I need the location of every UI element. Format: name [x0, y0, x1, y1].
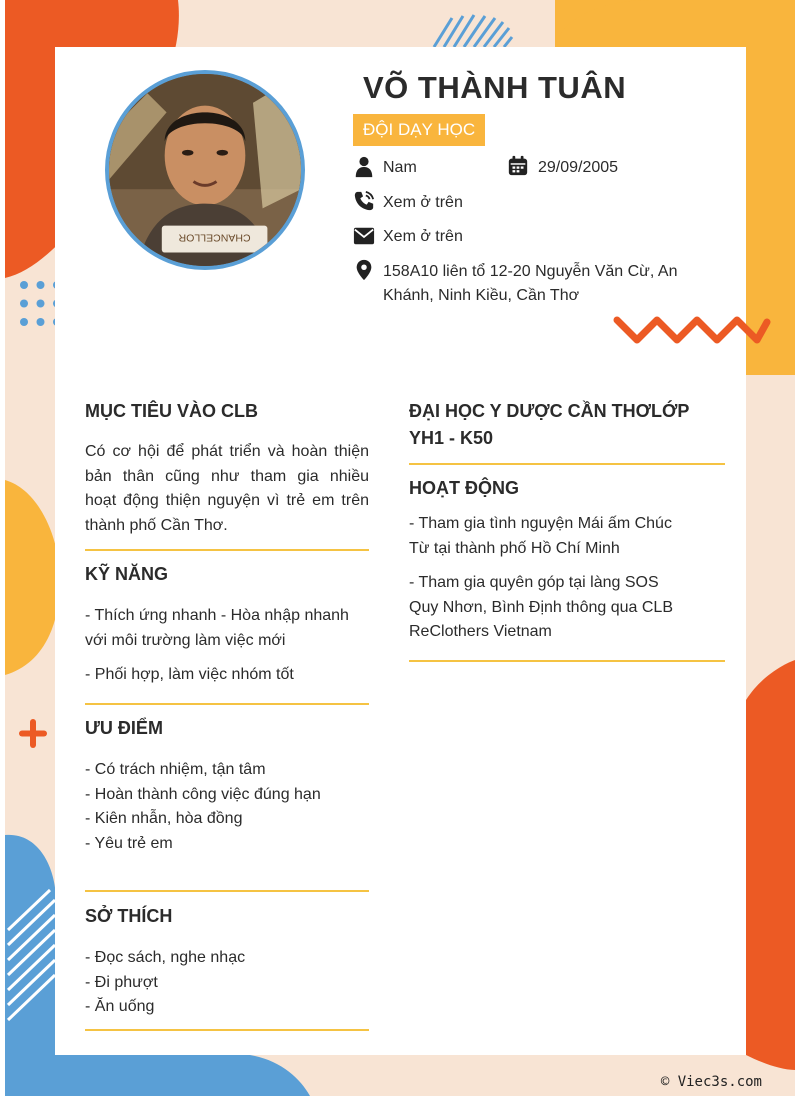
skill-item: - Phối hợp, làm việc nhóm tốt [85, 666, 294, 683]
section-divider [85, 1029, 369, 1031]
address-value [383, 260, 677, 308]
section-divider [85, 703, 369, 705]
calendar-icon [507, 155, 529, 177]
skill-item: - Thích ứng nhanh - Hòa nhập nhanh [85, 607, 349, 624]
person-icon [353, 156, 375, 178]
section-divider [85, 890, 369, 892]
goal-line: bản thân cũng như tham gia nhiều [85, 467, 369, 485]
photo-badge-text: CHANCELLOR [178, 231, 251, 244]
goal-line: Có cơ hội để phát triển và hoàn thiện [85, 443, 369, 460]
activity-line: - Tham gia tình nguyện Mái ấm Chúc [409, 515, 672, 532]
activity-line: - Tham gia quyên góp tại làng SOS [409, 574, 659, 591]
skill-item: với môi trường làm việc mới [85, 631, 286, 649]
hobby-item: - Đọc sách, nghe nhạc [85, 949, 246, 966]
profile-photo [105, 70, 305, 270]
education-title-line-2: YH1 - K50 [409, 428, 494, 448]
activity-line: Từ tại thành phố Hồ Chí Minh [409, 539, 620, 557]
activity-line: ReClothers Vietnam [409, 623, 552, 640]
activities-title: HOẠT ĐỘNG [409, 478, 519, 498]
address-line-1: 158A10 liên tổ 12-20 Nguyễn Văn Cừ, An [383, 263, 678, 280]
hobbies-list [85, 946, 369, 1020]
mail-icon [353, 225, 375, 247]
goal-line: hoạt động thiện nguyện vì trẻ em trên [85, 492, 369, 509]
section-divider [409, 660, 725, 662]
phone-icon [353, 190, 375, 212]
hobbies-title: SỞ THÍCH [85, 906, 173, 926]
strengths-title: ƯU ĐIỂM [85, 718, 163, 738]
goal-title: MỤC TIÊU VÀO CLB [85, 401, 258, 421]
activities-list [409, 512, 725, 645]
goal-line: thành phố Cần Thơ. [85, 516, 228, 534]
location-icon [353, 259, 375, 281]
strength-item: - Có trách nhiệm, tận tâm [85, 761, 266, 778]
activity-item-2 [409, 571, 725, 645]
candidate-name: VÕ THÀNH TUÂN [363, 70, 627, 105]
skills-title: KỸ NĂNG [85, 564, 169, 584]
activity-item-1 [409, 512, 725, 561]
birthdate-value: 29/09/2005 [538, 159, 619, 176]
phone-value: Xem ở trên [383, 194, 463, 211]
hobby-item: - Ăn uống [85, 998, 155, 1015]
section-divider [85, 549, 369, 551]
zigzag-decoration [612, 312, 772, 352]
hobby-item: - Đi phượt [85, 973, 158, 991]
strength-item: - Kiên nhẫn, hòa đồng [85, 810, 243, 827]
education-title [409, 398, 689, 452]
section-divider [409, 463, 725, 465]
gender-value: Nam [383, 159, 417, 176]
address-line-2: Khánh, Ninh Kiều, Cần Thơ [383, 287, 580, 304]
strength-item: - Yêu trẻ em [85, 834, 173, 852]
email-value: Xem ở trên [383, 228, 463, 245]
skills-text [85, 604, 369, 688]
footer-credit: © Viec3s.com [660, 1074, 762, 1090]
activity-line: Quy Nhơn, Bình Định thông qua CLB [409, 598, 673, 616]
education-title-line-1: ĐẠI HỌC Y DƯỢC CẦN THƠLỚP [409, 401, 690, 421]
strength-item: - Hoàn thành công việc đúng hạn [85, 785, 321, 803]
strengths-list [85, 758, 369, 856]
role-badge: ĐỘI DẠY HỌC [353, 114, 485, 146]
goal-text [85, 440, 369, 538]
